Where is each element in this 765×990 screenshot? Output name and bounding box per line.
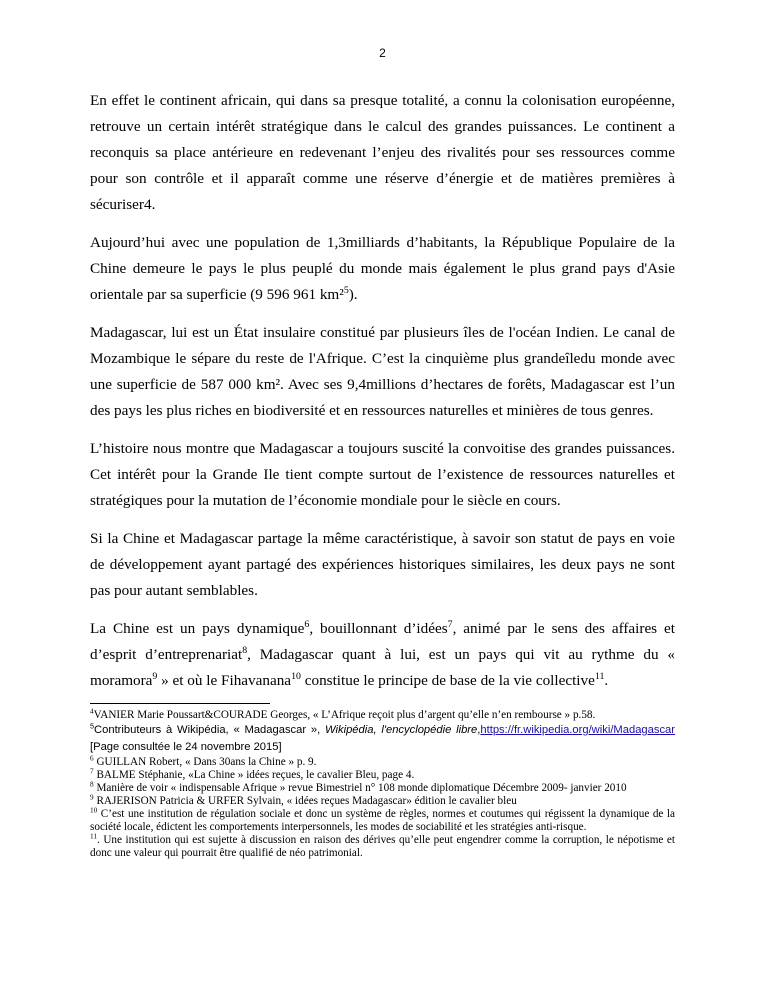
paragraph-6-text: constitue le principe de base de la vie collective — [300, 672, 595, 689]
paragraph-2 — [90, 230, 675, 308]
paragraph-2-end: ). — [348, 286, 358, 303]
footnote-number: 5 — [90, 721, 95, 731]
paragraph-6-text: La Chine est un pays dynamique — [90, 620, 305, 637]
paragraph-6-text: » et où le Fihavanana — [157, 672, 292, 689]
footnote-7 — [90, 769, 675, 782]
footnote-text: . Une institution qui est sujette à discussion en raison des dérives qu’elle peut engendrer comme la corruption, le népotisme et donc une valeur qui pourrait être qualifié de néo patrimonial. — [90, 834, 675, 859]
page-number: 2 — [379, 46, 386, 60]
footnote-number: 7 — [90, 767, 94, 776]
footnote-11 — [90, 834, 675, 860]
paragraph-6-text: , animé par le sens des affaires et d’esprit d’entreprenariat — [90, 620, 675, 663]
footnote-text: [Page consultée le 24 novembre 2015] — [90, 741, 282, 753]
footnote-text: VANIER Marie Poussart&COURADE Georges, « L’Afrique reçoit plus d’argent qu’elle n’en rembourse » p.58. — [93, 709, 596, 721]
footnote-ref-7: 7 — [447, 618, 453, 630]
footnote-number: 6 — [90, 754, 94, 763]
footnote-ref-9: 9 — [152, 670, 158, 682]
paragraph-6 — [90, 616, 675, 694]
footnote-ref-8: 8 — [242, 644, 248, 656]
footnote-10 — [90, 808, 675, 834]
footnote-number: 8 — [90, 780, 94, 789]
body-text — [90, 88, 675, 706]
footnote-number: 10 — [90, 806, 98, 815]
paragraph-6-text: , bouillonnant d’idées — [309, 620, 448, 637]
footnote-9 — [90, 795, 675, 808]
footnote-text: GUILLAN Robert, « Dans 30ans la Chine » p. 9. — [93, 756, 317, 768]
footnote-ref-6: 6 — [304, 618, 310, 630]
wikipedia-link[interactable]: https://fr.wikipedia.org/wiki/Madagascar — [480, 724, 675, 736]
paragraph-5: Si la Chine et Madagascar partage la même caractéristique, à savoir son statut de pays en voie de développement ayant partagé des expériences historiques similaires, les deux pays ne sont pas pour autant semblables. — [90, 530, 675, 599]
paragraph-6-end: . — [604, 672, 609, 689]
footnote-ref-5: 5 — [343, 284, 349, 296]
footnote-5 — [90, 722, 675, 756]
footnote-source-title: Wikipédia, l'encyclopédie libre — [325, 724, 478, 736]
footnote-separator: , — [477, 724, 481, 736]
footnote-6 — [90, 756, 675, 769]
footnote-number: 4 — [90, 707, 94, 716]
paragraph-6-text: , Madagascar quant à lui, est un pays qui vit au rythme du « moramora — [90, 646, 675, 689]
footnote-text: Manière de voir « indispensable Afrique » revue Bimestriel n° 108 monde diplomatique Décembre 2009- janvier 2010 — [93, 782, 627, 794]
footnotes — [90, 709, 675, 860]
paragraph-3: Madagascar, lui est un État insulaire constitué par plusieurs îles de l'océan Indien. Le canal de Mozambique le sépare du reste de l'Afrique. C’est la cinquième plus grandeîledu monde avec une superficie de 587 000 km². Avec ses 9,4millions d’hectares de forêts, Madagascar est l’un des pays les plus riches en biodiversité et en ressources naturelles et minières de tous genres. — [90, 324, 675, 419]
paragraph-2-text: Aujourd’hui avec une population de 1,3milliards d’habitants, la République Populaire de la Chine demeure le pays le plus peuplé du monde mais également le plus grand pays d'Asie orientale par sa superficie (9 596 961 km² — [90, 234, 675, 303]
footnote-text: BALME Stéphanie, «La Chine » idées reçues, le cavalier Bleu, page 4. — [93, 769, 415, 781]
paragraph-1: En effet le continent africain, qui dans sa presque totalité, a connu la colonisation européenne, retrouve un certain intérêt stratégique dans le calcul des grandes puissances. Le continent a reconquis sa place antérieure en redevenant l’enjeu des rivalités pour ses ressources comme pour son contrôle et il apparaît comme une réserve d’énergie et de matières premières à sécuriser4. — [90, 92, 675, 213]
footnote-divider — [90, 703, 270, 704]
footnote-4 — [90, 709, 675, 722]
footnote-ref-10: 10 — [291, 670, 301, 682]
footnote-8 — [90, 782, 675, 795]
footnote-text: RAJERISON Patricia & URFER Sylvain, « idées reçues Madagascar» édition le cavalier bleu — [93, 795, 517, 807]
footnote-number: 11 — [90, 832, 97, 841]
footnote-number: 9 — [90, 793, 94, 802]
paragraph-4: L’histoire nous montre que Madagascar a toujours suscité la convoitise des grandes puissances. Cet intérêt pour la Grande Ile tient compte surtout de l’existence de ressources naturelles et stratégiques pour la mutation de l’économie mondiale pour le siècle en cours. — [90, 440, 675, 509]
footnote-text: Contributeurs à Wikipédia, « Madagascar », — [94, 724, 326, 736]
footnote-ref-11: 11 — [594, 670, 605, 682]
footnote-text: C’est une institution de régulation sociale et donc un système de règles, normes et coutumes qui régissent la dynamique de la société locale, édictent les comportements interpersonnels, les modes de sociabilité et les stratégies anti-risque. — [90, 808, 675, 833]
